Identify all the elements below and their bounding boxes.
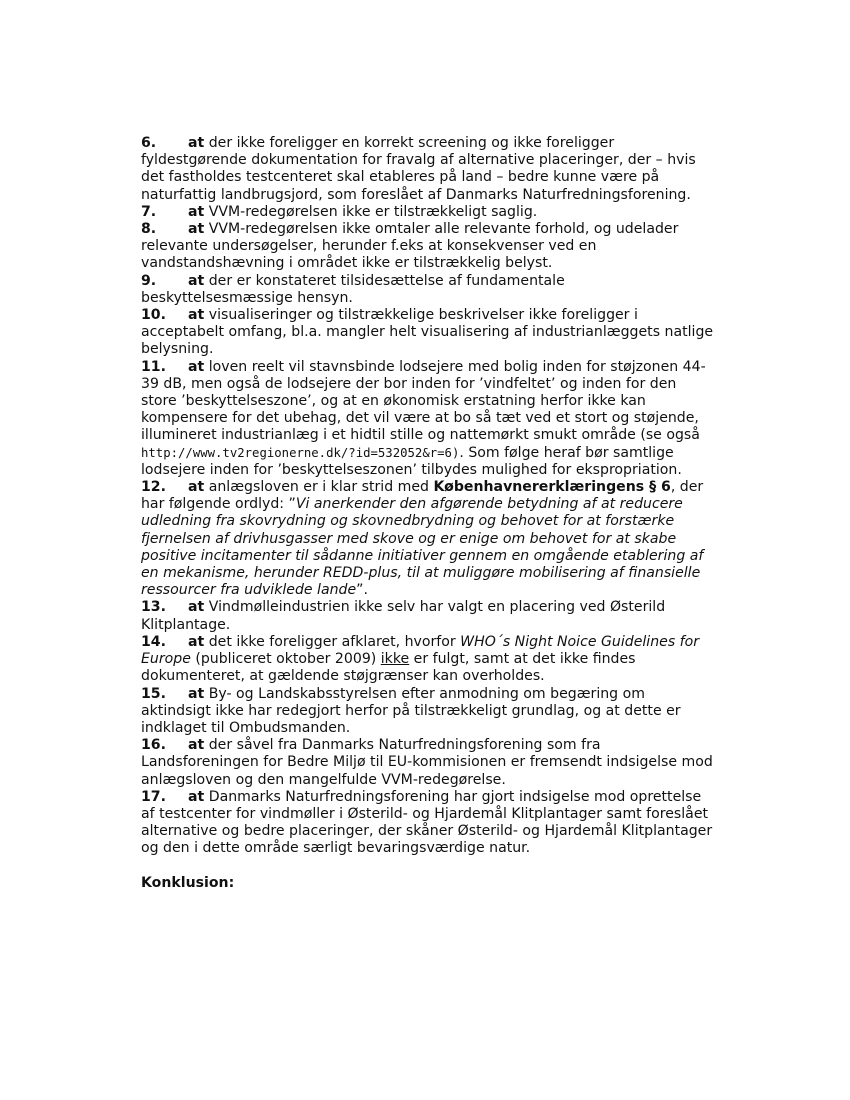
bold-reference: Københavnererklæringens § 6 xyxy=(433,479,671,496)
item-text-after: ”. xyxy=(356,582,368,599)
item-text: VVM-redegørelsen ikke er tilstrækkeligt saglig. xyxy=(208,203,538,220)
item-keyword: at xyxy=(188,479,205,496)
item-number: 10. xyxy=(141,307,166,324)
item-number: 14. xyxy=(141,633,166,650)
item-text: loven reelt vil stavnsbinde lodsejere med bolig inden for støjzonen 44-39 dB, men også de lodsejere der bor inden for ’vindfeltet’ og inden for den store ’beskyttelseszone’, og at en økonomisk erstatning herfor ikke kan kompensere for det ubehag, det vil være at bo så tæt ved et stort og støjende, illumineret industrianlæg i et hidtil stille og nattemørkt smukt område (se også xyxy=(141,358,706,444)
list-item-13 xyxy=(141,599,716,633)
list-item-15 xyxy=(141,686,716,738)
item-keyword: at xyxy=(188,599,205,616)
item-text: der ikke foreligger en korrekt screening og ikke foreligger fyldestgørende dokumentation for fravalg af alternative placeringer, der – hvis det fastholdes testcenteret skal etableres på land – bedre kunne være på naturfattig landbrugsjord, som foreslået af Danmarks Naturfredningsforening. xyxy=(141,135,696,203)
list-item-10 xyxy=(141,307,716,359)
item-text: der såvel fra Danmarks Naturfredningsforening som fra Landsforeningen for Bedre Miljø til EU-kommisionen er fremsendt indsigelse mod anlægsloven og den mangelfulde VVM-redegørelse. xyxy=(141,737,713,788)
item-number: 13. xyxy=(141,599,166,616)
item-text: Danmarks Naturfredningsforening har gjort indsigelse mod oprettelse af testcenter for vindmøller i Østerild- og Hjardemål Klitplantager samt foreslået alternative og bedre placeringer, der skåner Østerild- og Hjardemål Klitplantager og den i dette område særligt bevaringsværdige natur. xyxy=(141,788,713,857)
item-number: 17. xyxy=(141,788,166,805)
list-item-17 xyxy=(141,789,716,858)
list-item-11 xyxy=(141,359,716,479)
item-keyword: at xyxy=(188,633,205,650)
document-page xyxy=(141,135,716,892)
item-keyword: at xyxy=(188,135,205,151)
item-number: 16. xyxy=(141,737,166,754)
item-number: 6. xyxy=(141,135,157,151)
item-text-mid: , der har følgende ordlyd: ” xyxy=(141,479,704,513)
item-keyword: at xyxy=(188,221,205,238)
item-keyword: at xyxy=(188,358,205,375)
item-number: 11. xyxy=(141,358,166,375)
conclusion-heading: Konklusion: xyxy=(141,874,235,891)
list-item-9 xyxy=(141,273,716,307)
underlined-word: ikke xyxy=(380,651,410,668)
source-link[interactable]: http://www.tv2regionerne.dk/?id=532052&r=6) xyxy=(141,445,460,460)
item-text-after: . Som følge heraf bør samtlige lodsejere inden for ’beskyttelseszonen’ tilbydes mulighed for ekspropriation. xyxy=(141,444,682,478)
item-text: VVM-redegørelsen ikke omtaler alle relevante forhold, og udelader relevante undersøgelser, herunder f.eks at konsekvenser ved en vandstandshævning i området ikke er tilstrækkelig belyst. xyxy=(141,221,679,272)
item-number: 12. xyxy=(141,479,166,496)
item-text: Vindmølleindustrien ikke selv har valgt en placering ved Østerild Klitplantage. xyxy=(141,599,666,633)
list-item-6 xyxy=(141,135,716,204)
item-number: 9. xyxy=(141,272,157,289)
spacer xyxy=(141,858,716,875)
italic-title: WHO´s Night Noice Guidelines for Europe xyxy=(141,633,700,668)
item-keyword: at xyxy=(188,788,205,805)
item-number: 7. xyxy=(141,203,157,220)
item-number: 8. xyxy=(141,221,157,238)
item-keyword: at xyxy=(188,272,205,289)
item-keyword: at xyxy=(188,203,205,220)
list-item-7 xyxy=(141,204,716,221)
item-text: anlægsloven er i klar strid med xyxy=(208,479,429,496)
list-item-16 xyxy=(141,737,716,789)
list-item-12 xyxy=(141,479,716,599)
item-text: der er konstateret tilsidesættelse af fundamentale beskyttelsesmæssige hensyn. xyxy=(141,272,565,306)
item-number: 15. xyxy=(141,685,166,702)
item-text: det ikke foreligger afklaret, hvorfor xyxy=(208,633,456,650)
list-item-8 xyxy=(141,221,716,273)
list-item-14 xyxy=(141,634,716,686)
item-keyword: at xyxy=(188,307,205,324)
item-keyword: at xyxy=(188,685,205,702)
italic-quote: Vi anerkender den afgørende betydning af at reducere udledning fra skovrydning og skovnedbrydning og behovet for at forstærke fjernelsen af drivhusgasser med skove og er enige om behovet for at skabe positive incitamenter til sådanne initiativer gennem en omgående etablering af en mekanisme, herunder REDD-plus, til at muliggøre mobilisering af finansielle ressourcer fra udviklede lande xyxy=(141,496,704,599)
item-text: visualiseringer og tilstrækkelige beskrivelser ikke foreligger i acceptabelt omfang, bl.a. mangler helt visualisering af industrianlæggets natlige belysning. xyxy=(141,307,714,358)
item-text-mid: (publiceret oktober 2009) xyxy=(190,651,381,668)
item-keyword: at xyxy=(188,737,205,754)
item-text-after: er fulgt, samt at det ikke findes dokumenteret, at gældende støjgrænser kan overholdes. xyxy=(141,651,636,685)
item-text: By- og Landskabsstyrelsen efter anmodning om begæring om aktindsigt ikke har redegjort herfor på tilstrækkeligt grundlag, og at dette er indklaget til Ombudsmanden. xyxy=(141,685,681,736)
